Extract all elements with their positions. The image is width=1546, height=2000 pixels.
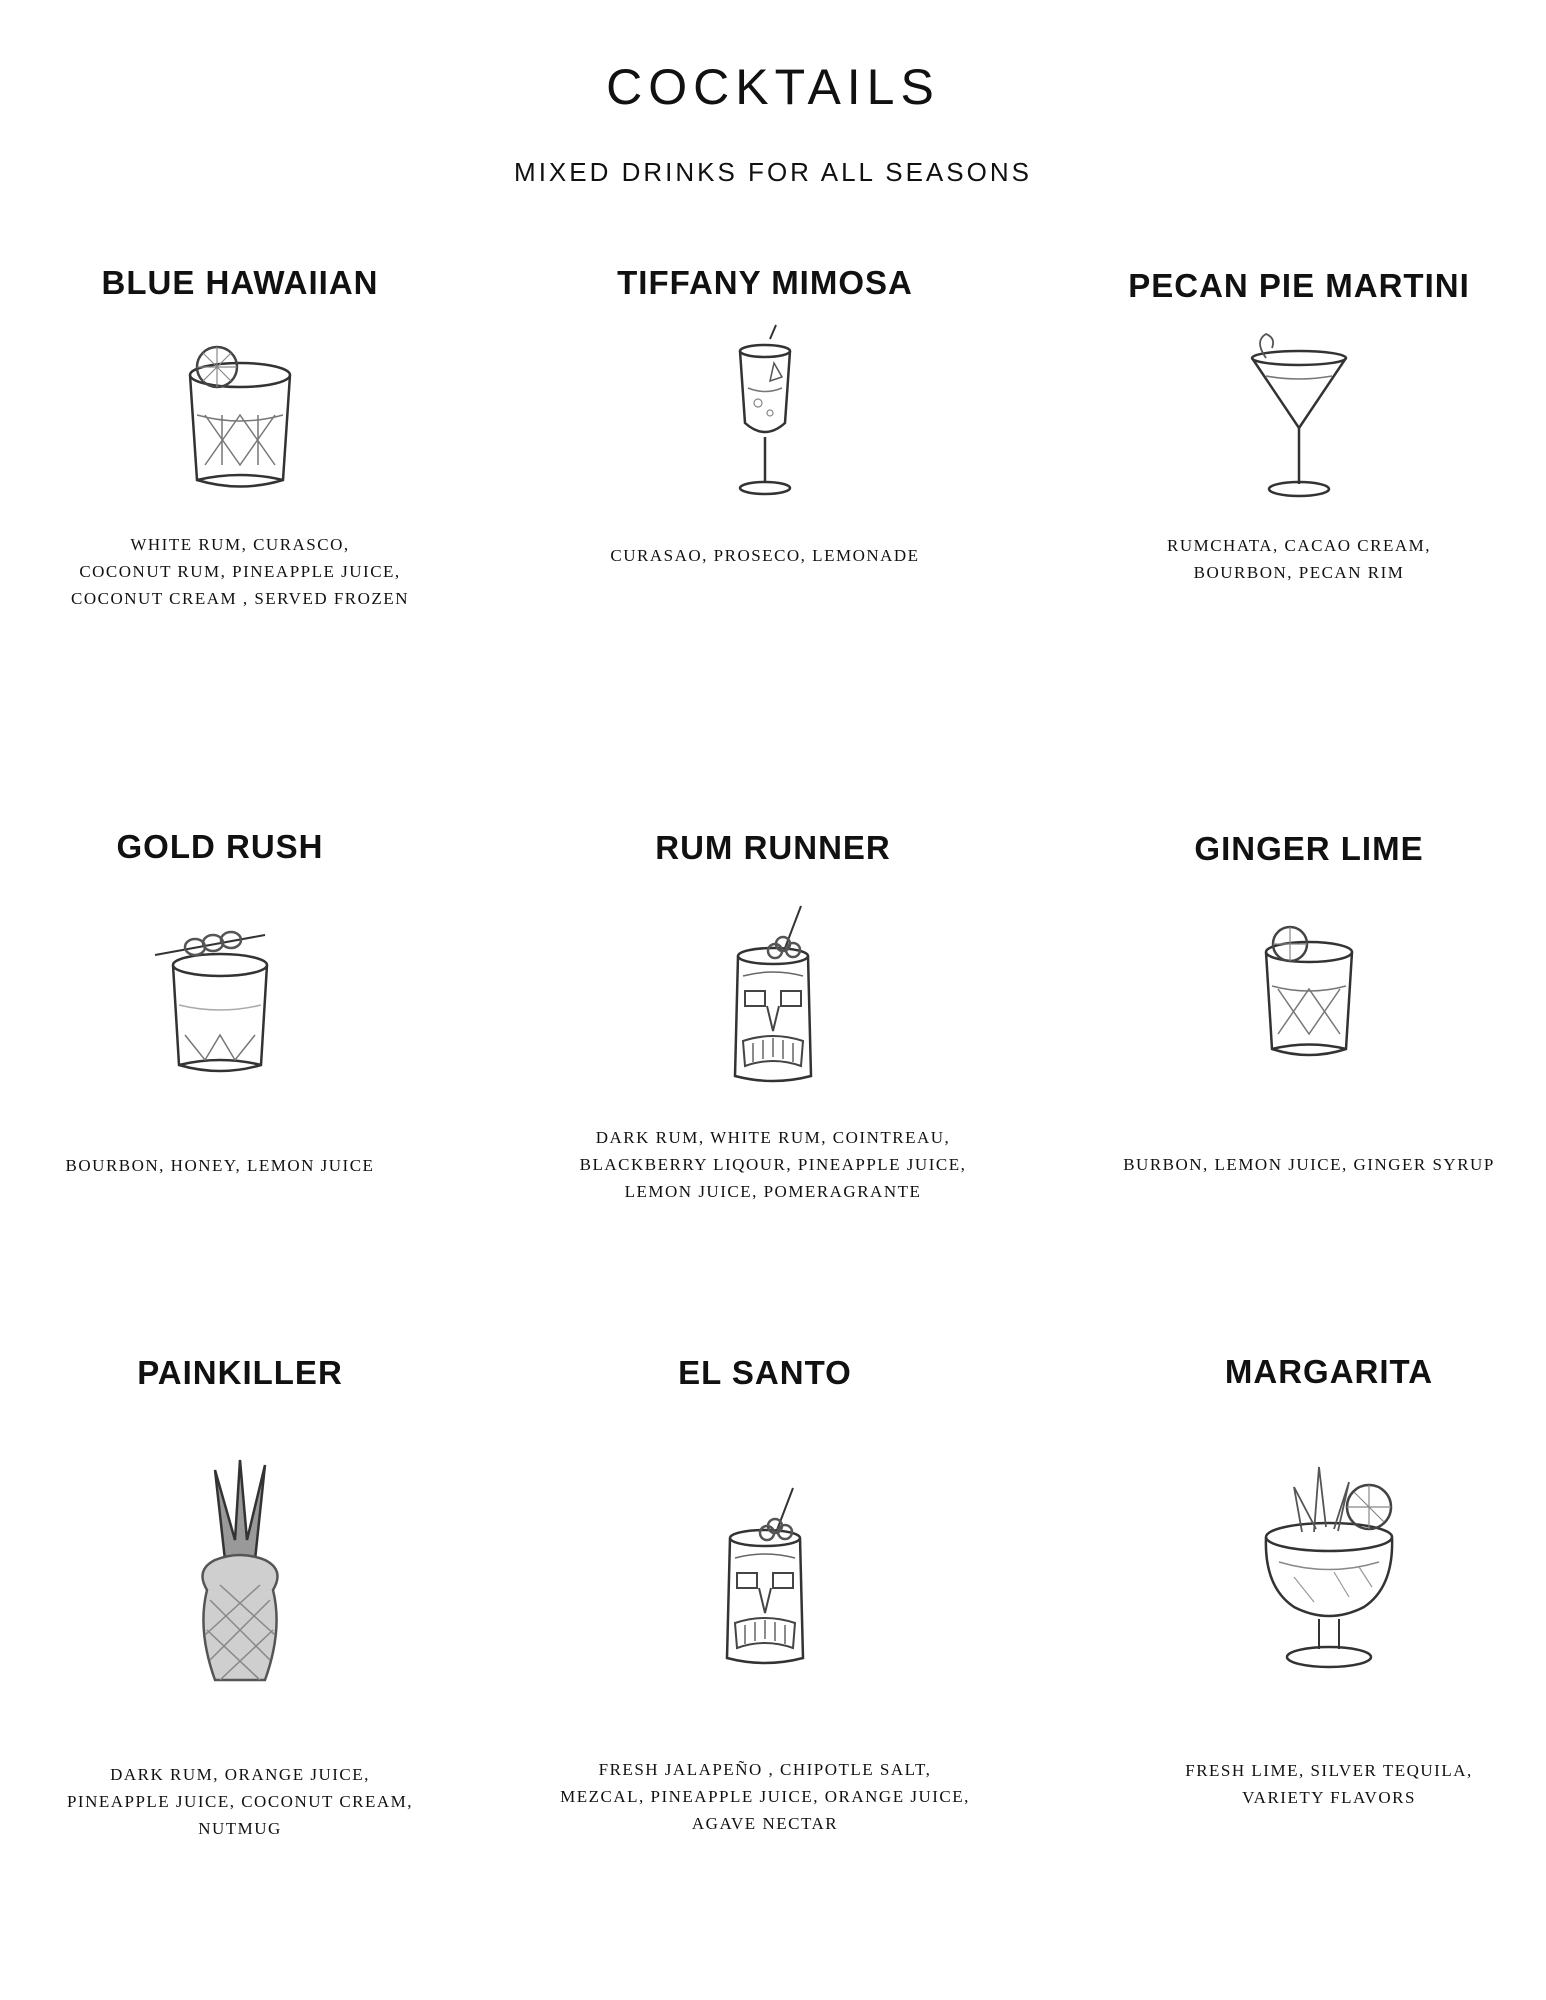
drink-name: EL SANTO bbox=[678, 1354, 852, 1391]
rocks-glass-icon bbox=[175, 345, 305, 495]
ingredient-line: LEMON JUICE, POMERAGRANTE bbox=[624, 1182, 922, 1201]
rocks-glass-skewer-icon bbox=[155, 925, 285, 1080]
ingredient-line: COCONUT RUM, PINEAPPLE JUICE, bbox=[79, 562, 401, 581]
tiki-mug-icon bbox=[715, 1488, 815, 1668]
ingredient-line: PINEAPPLE JUICE, COCONUT CREAM, bbox=[66, 1792, 414, 1811]
drink-name: PECAN PIE MARTINI bbox=[1128, 267, 1470, 304]
drink-card-ginger-lime bbox=[1089, 829, 1529, 1174]
margarita-glass-icon bbox=[1254, 1467, 1404, 1672]
ingredient-line: FRESH LIME, SILVER TEQUILA, bbox=[1185, 1761, 1473, 1780]
drink-card-tiffany-mimosa bbox=[545, 263, 985, 565]
ingredient-line: CURASAO, PROSECO, LEMONADE bbox=[610, 546, 920, 565]
drink-card-rum-runner bbox=[553, 828, 993, 1201]
pineapple-glass-icon bbox=[185, 1460, 295, 1685]
drink-name: PAINKILLER bbox=[137, 1354, 343, 1391]
drink-name: MARGARITA bbox=[1224, 1353, 1434, 1390]
drink-card-pecan-pie-martini bbox=[1079, 266, 1519, 582]
drink-name: GOLD RUSH bbox=[116, 828, 324, 865]
ingredient-line: COCONUT CREAM , SERVED FROZEN bbox=[71, 589, 409, 608]
martini-glass-icon bbox=[1244, 336, 1354, 501]
ingredient-line: WHITE RUM, CURASCO, bbox=[130, 535, 350, 554]
drink-name: GINGER LIME bbox=[1194, 830, 1424, 867]
ingredient-line: VARIETY FLAVORS bbox=[1242, 1788, 1416, 1807]
drink-card-el-santo bbox=[545, 1353, 985, 1833]
drink-card-margarita bbox=[1109, 1352, 1546, 1807]
ingredient-line: AGAVE NECTAR bbox=[691, 1814, 839, 1833]
drink-card-gold-rush bbox=[0, 827, 440, 1175]
rocks-glass-icon bbox=[1254, 924, 1364, 1064]
tiki-mug-icon bbox=[723, 906, 823, 1086]
page-subtitle: MIXED DRINKS FOR ALL SEASONS bbox=[514, 157, 1032, 187]
drink-card-painkiller bbox=[20, 1353, 460, 1838]
ingredient-line: BOURBON, PECAN RIM bbox=[1193, 563, 1405, 582]
ingredient-line: DARK RUM, WHITE RUM, COINTREAU, bbox=[595, 1128, 951, 1147]
ingredient-line: MEZCAL, PINEAPPLE JUICE, ORANGE JUICE, bbox=[560, 1787, 970, 1806]
drink-name: TIFFANY MIMOSA bbox=[617, 264, 913, 301]
ingredient-line: BOURBON, HONEY, LEMON JUICE bbox=[65, 1156, 375, 1175]
drink-card-blue-hawaiian bbox=[20, 263, 460, 608]
wine-glass-icon bbox=[730, 333, 800, 498]
page-title: COCKTAILS bbox=[606, 59, 940, 115]
drink-name: BLUE HAWAIIAN bbox=[101, 264, 379, 301]
ingredient-line: RUMCHATA, CACAO CREAM, bbox=[1166, 536, 1431, 555]
drink-name: RUM RUNNER bbox=[655, 829, 891, 866]
ingredient-line: DARK RUM, ORANGE JUICE, bbox=[110, 1765, 370, 1784]
ingredient-line: NUTMUG bbox=[198, 1819, 282, 1838]
ingredient-line: BURBON, LEMON JUICE, GINGER SYRUP bbox=[1123, 1155, 1495, 1174]
ingredient-line: BLACKBERRY LIQOUR, PINEAPPLE JUICE, bbox=[579, 1155, 967, 1174]
ingredient-line: FRESH JALAPEÑO , CHIPOTLE SALT, bbox=[598, 1760, 932, 1779]
